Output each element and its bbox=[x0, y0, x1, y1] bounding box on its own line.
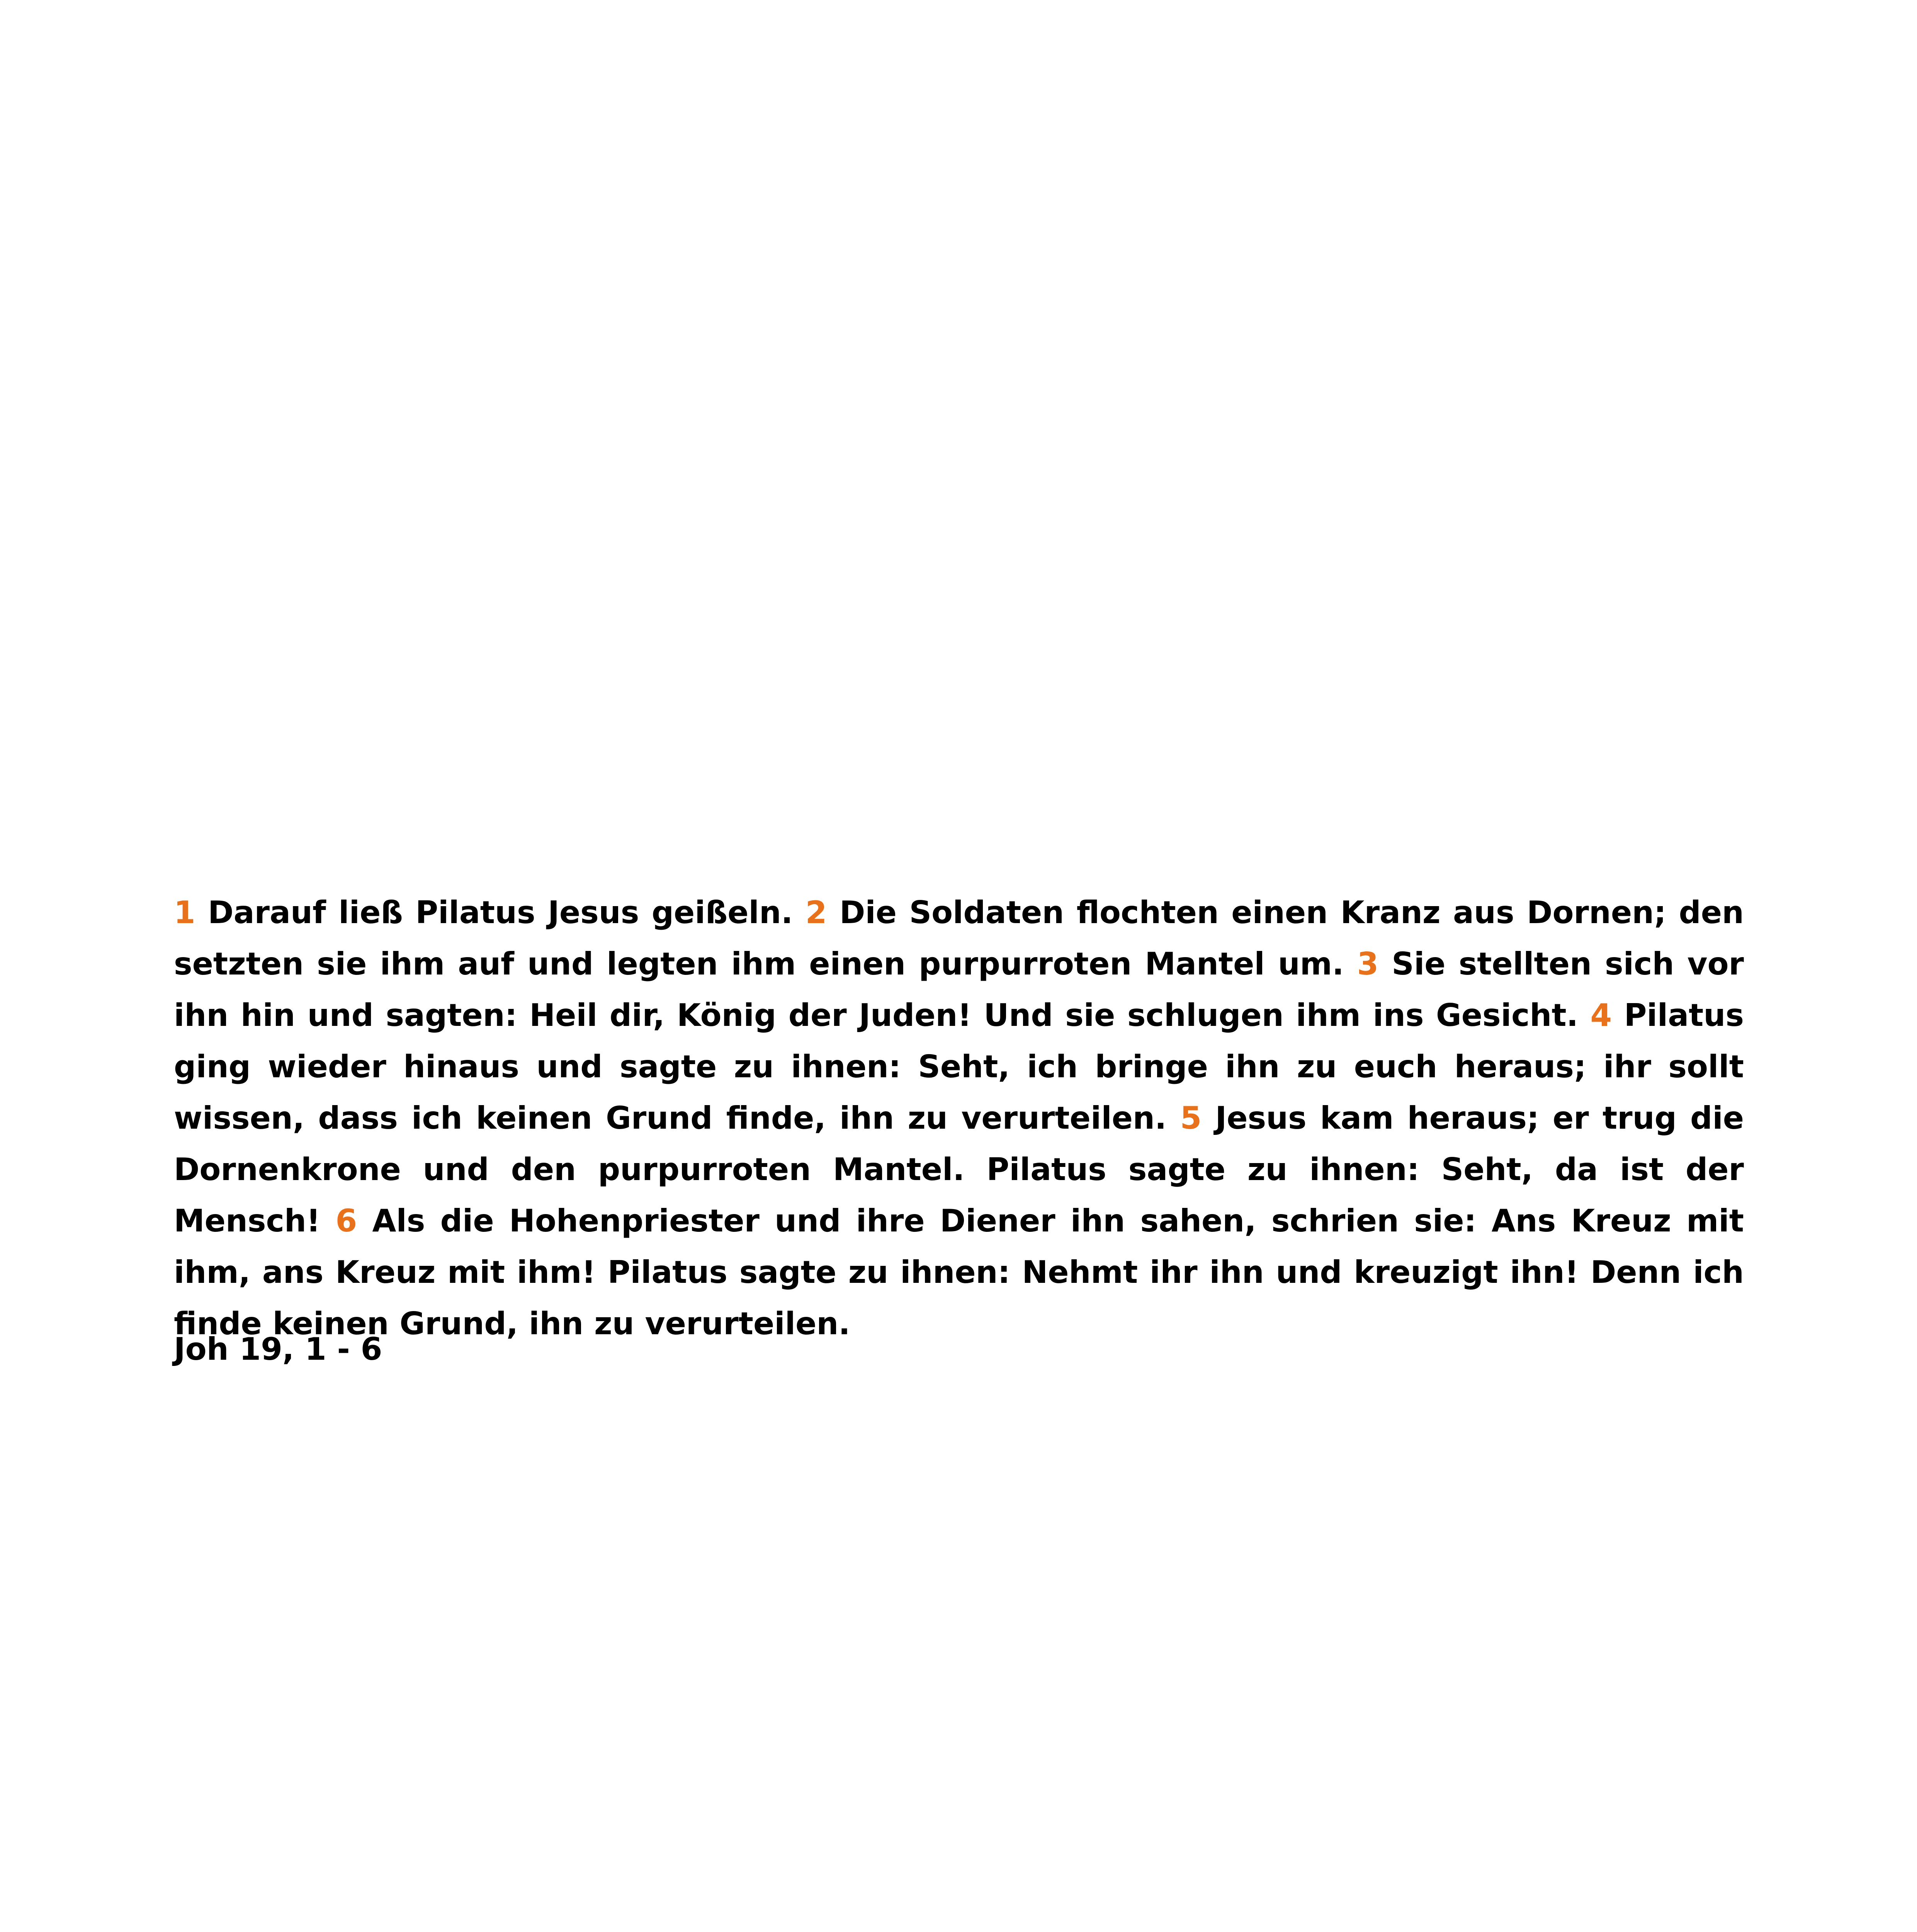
verse-number: 3 bbox=[1357, 946, 1379, 982]
verse-text: Als die Hohenpriester und ihre Diener ihn sahen, schrien sie: Ans Kreuz mit ihm, ans Kreuz mit ihm! Pilatus sagte zu ihnen: Nehmt ihr ihn und kreuzigt ihn! Denn ich finde keinen Grund, ihn zu verurteilen. bbox=[174, 1203, 1744, 1342]
verse-text: Darauf ließ Pilatus Jesus geißeln. bbox=[208, 895, 793, 930]
verse-number: 1 bbox=[174, 895, 195, 930]
verse-text: Die Soldaten flochten einen Kranz aus Dornen; den setzten sie ihm auf und legten ihm einen purpurroten Mantel um. bbox=[174, 895, 1744, 982]
verse-text: Jesus kam heraus; er trug die Dornenkrone und den purpurroten Mantel. Pilatus sagte zu ihnen: Seht, da ist der Mensch! bbox=[174, 1100, 1744, 1239]
verse-text: Sie stellten sich vor ihn hin und sagten: Heil dir, König der Juden! Und sie schlugen ihm ins Gesicht. bbox=[174, 946, 1744, 1033]
verse-number: 4 bbox=[1590, 997, 1612, 1033]
verse-number: 2 bbox=[805, 895, 827, 930]
scripture-passage bbox=[174, 887, 1744, 1349]
verse-number: 5 bbox=[1180, 1100, 1202, 1136]
verse-text: Pilatus ging wieder hinaus und sagte zu ihnen: Seht, ich bringe ihn zu euch heraus; ihr sollt wissen, dass ich keinen Grund finde, ihn zu verurteilen. bbox=[174, 997, 1744, 1136]
bible-reference: Joh 19, 1 - 6 bbox=[174, 1331, 382, 1367]
verse-number: 6 bbox=[335, 1203, 357, 1239]
